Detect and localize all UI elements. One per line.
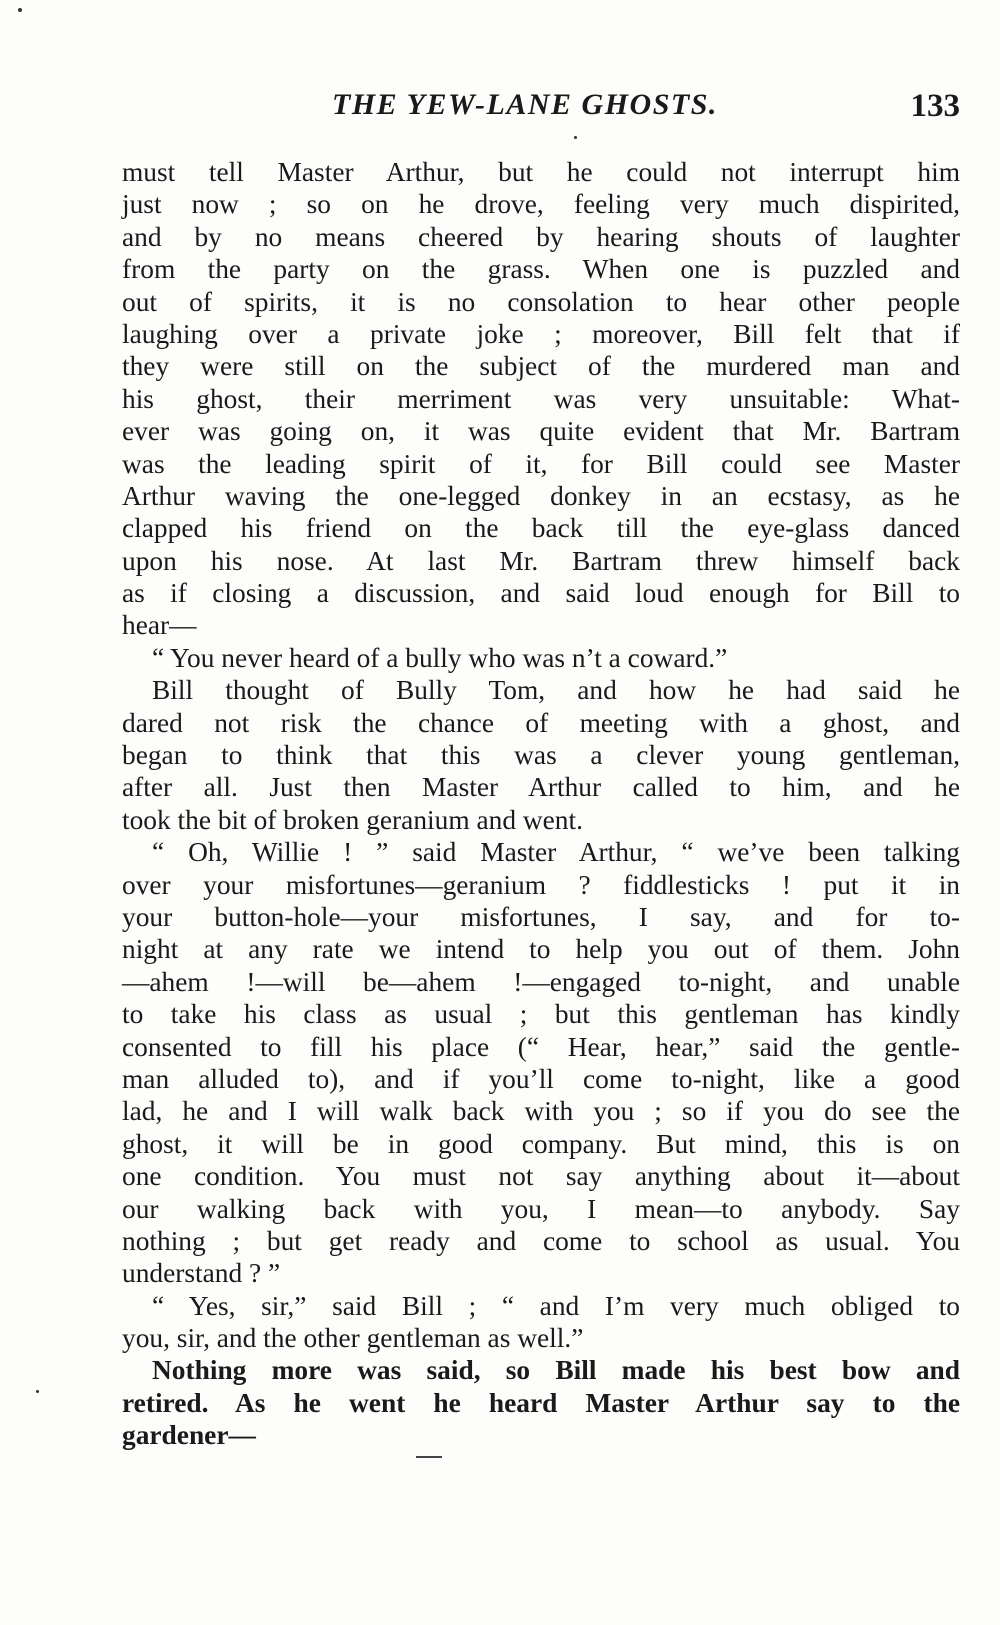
body-text (122, 156, 960, 1452)
text-line: “ You never heard of a bully who was n’t a coward.” (152, 642, 728, 673)
running-head: THE YEW-LANE GHOSTS. (332, 88, 718, 121)
printer-dash-mark (416, 1456, 442, 1458)
text-line: as if closing a discussion, and said loud enough for Bill to (122, 578, 960, 609)
text-line: out of spirits, it is no consolation to hear other people (122, 286, 960, 317)
text-line: Bill thought of Bully Tom, and how he had said he (152, 675, 960, 706)
text-line: hear— (122, 610, 197, 641)
text-line: must tell Master Arthur, but he could not interrupt him (122, 157, 960, 187)
text-line: ever was going on, it was quite evident that Mr. Bartram (122, 416, 960, 447)
text-line: Nothing more was said, so Bill made his best bow and (152, 1355, 960, 1386)
text-line: upon his nose. At last Mr. Bartram threw himself back (122, 545, 960, 576)
text-line: began to think that this was a clever young gentleman, (122, 740, 960, 771)
text-line: Arthur waving the one-legged donkey in an ecstasy, as he (122, 480, 960, 511)
text-line: —ahem !—will be—ahem !—engaged to-night, and unable (122, 966, 960, 997)
text-line: took the bit of broken geranium and went. (122, 804, 583, 835)
text-line: clapped his friend on the back till the eye-glass danced (122, 513, 960, 544)
text-line: night at any rate we intend to help you out of them. John (122, 934, 960, 965)
text-line: your button-hole—your misfortunes, I say, and for to- (122, 901, 960, 932)
ink-speck (36, 1390, 39, 1393)
text-line: his ghost, their merriment was very unsuitable: What- (122, 383, 960, 414)
text-line: to take his class as usual ; but this gentleman has kindly (122, 999, 960, 1030)
page-header (122, 88, 960, 134)
ink-speck (18, 8, 22, 12)
text-line: nothing ; but get ready and come to school as usual. You (122, 1225, 960, 1256)
text-line: just now ; so on he drove, feeling very much dispirited, (122, 189, 960, 220)
text-line: one condition. You must not say anything about it—about (122, 1161, 960, 1192)
text-line: dared not risk the chance of meeting with a ghost, and (122, 707, 960, 738)
text-line: after all. Just then Master Arthur called to him, and he (122, 772, 960, 803)
text-line: man alluded to), and if you’ll come to-night, like a good (122, 1063, 960, 1094)
text-line: they were still on the subject of the murdered man and (122, 351, 960, 382)
text-line: and by no means cheered by hearing shouts of laughter (122, 221, 960, 252)
text-line: was the leading spirit of it, for Bill could see Master (122, 448, 960, 479)
text-line: laughing over a private joke ; moreover, Bill felt that if (122, 318, 960, 349)
text-line: “ Yes, sir,” said Bill ; “ and I’m very much obliged to (152, 1290, 960, 1321)
text-line: retired. As he went he heard Master Arthur say to the (122, 1387, 960, 1418)
text-line: our walking back with you, I mean—to anybody. Say (122, 1193, 960, 1224)
text-line: lad, he and I will walk back with you ; so if you do see the (122, 1096, 960, 1127)
page-number: 133 (910, 88, 960, 124)
text-line: from the party on the grass. When one is puzzled and (122, 254, 960, 285)
text-line: understand ? ” (122, 1258, 281, 1289)
text-line: consented to fill his place (“ Hear, hear,” said the gentle- (122, 1031, 960, 1062)
text-line: gardener— (122, 1420, 256, 1451)
text-line: over your misfortunes—geranium ? fiddlesticks ! put it in (122, 869, 960, 900)
ink-speck (574, 136, 577, 139)
text-line: ghost, it will be in good company. But mind, this is on (122, 1128, 960, 1159)
text-line: “ Oh, Willie ! ” said Master Arthur, “ we’ve been talking (152, 837, 960, 868)
text-line: you, sir, and the other gentleman as well.” (122, 1323, 584, 1354)
